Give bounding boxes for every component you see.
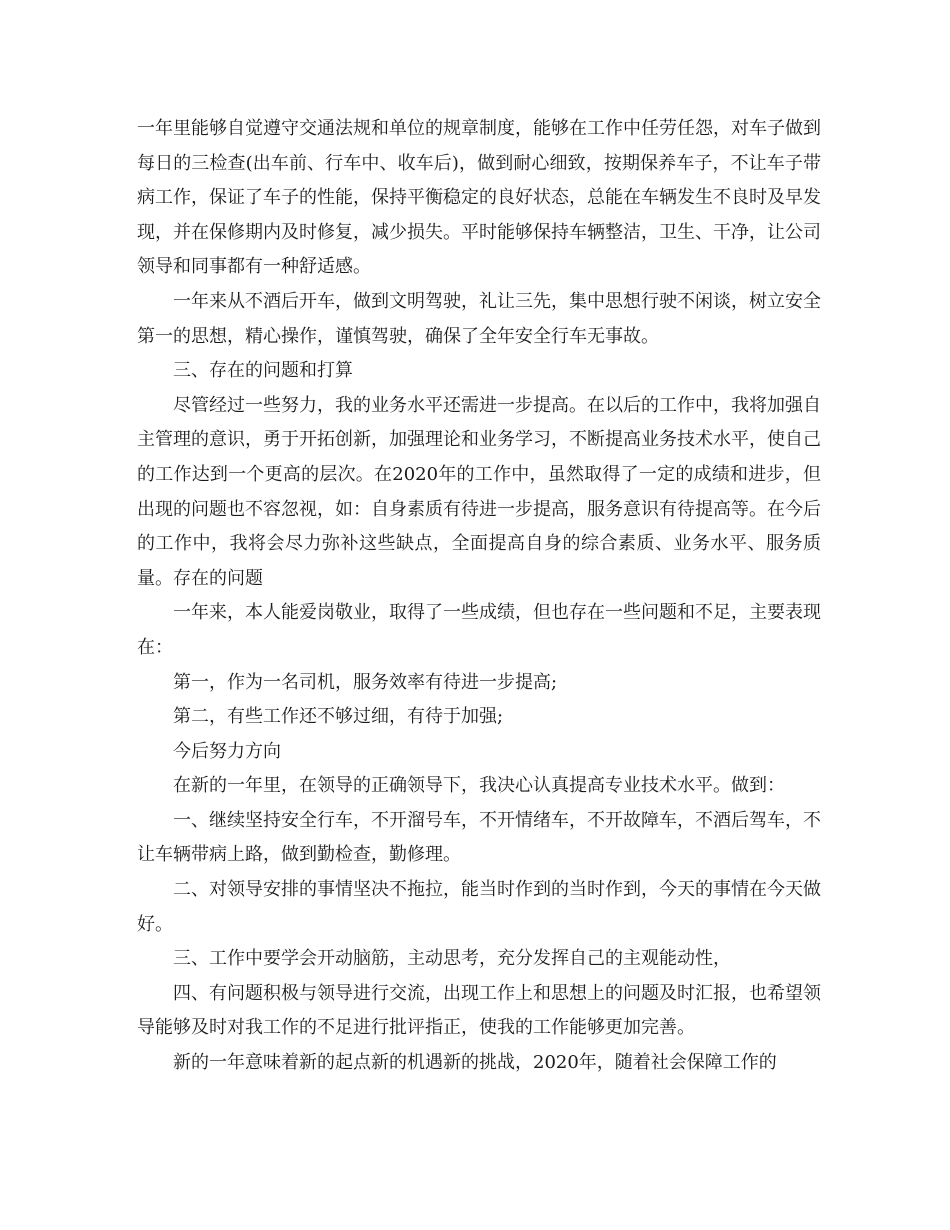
list-item-think-actively: 三、工作中要学会开动脑筋，主动思考，充分发挥自己的主观能动性，	[173, 948, 731, 970]
list-item-first: 第一，作为一名司机，服务效率有待进一步提高;	[173, 671, 558, 693]
paragraph-shortcomings-intro: 一年来，本人能爱岗敬业，取得了一些成绩，但也存在一些问题和不足，主要表现在：	[137, 602, 821, 658]
paragraph-new-year-resolve: 在新的一年里，在领导的正确领导下，我决心认真提高专业技术水平。做到：	[173, 775, 785, 797]
list-item-safe-driving: 一、继续坚持安全行车，不开溜号车，不开情绪车，不开故障车，不酒后驾车，不让车辆带病上路，做到勤检查，勤修理。	[137, 809, 821, 866]
section-heading-future-direction: 今后努力方向	[173, 740, 281, 762]
list-item-communicate: 四、有问题积极与领导进行交流，出现工作上和思想上的问题及时汇报，也希望领导能够及时对我工作的不足进行批评指正，使我的工作能够更加完善。	[137, 982, 821, 1039]
paragraph-new-year-closing: 新的一年意味着新的起点新的机遇新的挑战，2020年，随着社会保障工作的	[173, 1052, 777, 1074]
paragraph-safe-driving: 一年来从不酒后开车，做到文明驾驶，礼让三先，集中思想行驶不闲谈，树立安全第一的思想，精心操作，谨慎驾驶，确保了全年安全行车无事故。	[137, 290, 821, 347]
list-item-second: 第二，有些工作还不够过细，有待于加强;	[173, 706, 504, 728]
list-item-no-delay: 二、对领导安排的事情坚决不拖拉，能当时作到的当时作到，今天的事情在今天做好。	[137, 879, 821, 935]
document-body	[137, 112, 821, 1081]
paragraph-improvement: 尽管经过一些努力，我的业务水平还需进一步提高。在以后的工作中，我将加强自主管理的意识，勇于开拓创新，加强理论和业务学习，不断提高业务技术水平，使自己的工作达到一个更高的层次。在2020年的工作中，虽然取得了一定的成绩和进步，但出现的问题也不容忽视，如：自身素质有待进一步提高，服务意识有待提高等。在今后的工作中，我将会尽力弥补这些缺点，全面提高自身的综合素质、业务水平、服务质量。存在的问题	[137, 394, 821, 589]
section-heading-problems-plans: 三、存在的问题和打算	[173, 360, 353, 382]
paragraph-vehicle-maintenance: 一年里能够自觉遵守交通法规和单位的规章制度，能够在工作中任劳任怨，对车子做到每日的三检查(出车前、行车中、收车后)，做到耐心细致，按期保养车子，不让车子带病工作，保证了车子的性能，保持平衡稳定的良好状态，总能在车辆发生不良时及早发现，并在保修期内及时修复，减少损失。平时能够保持车辆整洁，卫生、干净，让公司领导和同事都有一种舒适感。	[137, 118, 821, 278]
